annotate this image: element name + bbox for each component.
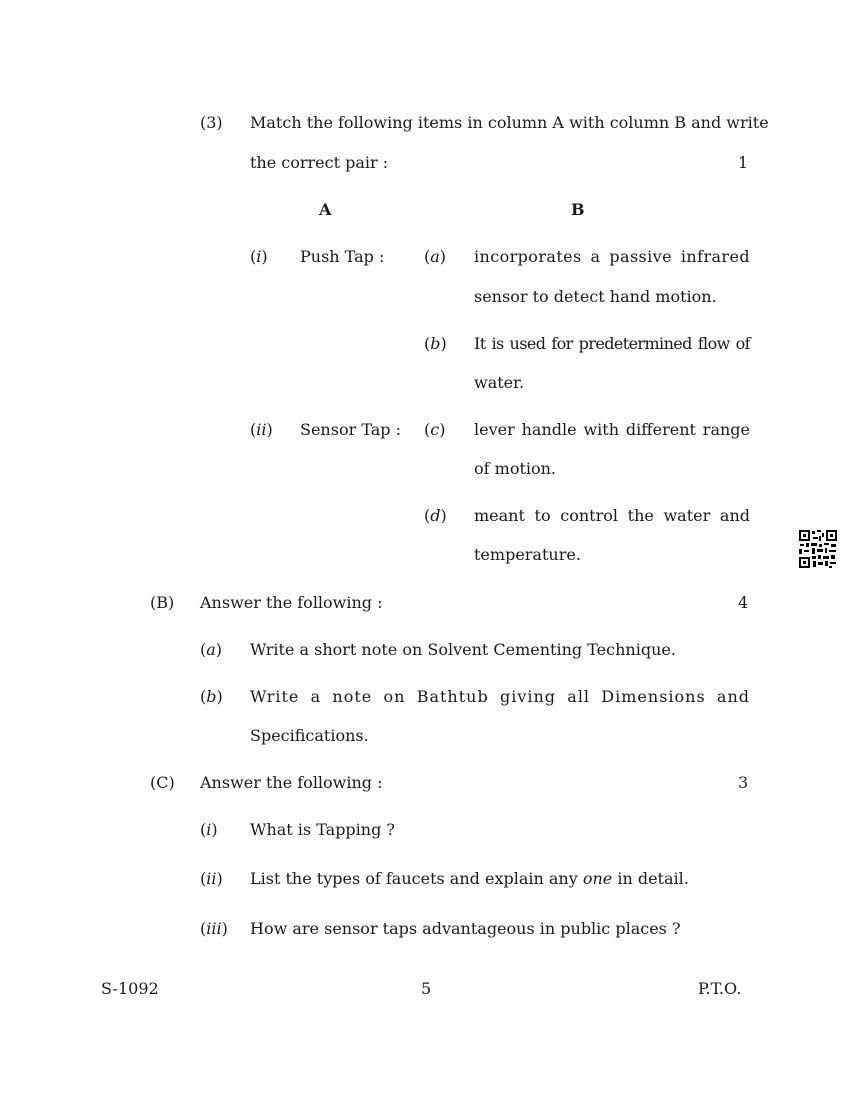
match-option-b: lever handle with different range <box>474 420 750 439</box>
match-option-letter: (b) <box>424 334 447 353</box>
match-item-number: (i) <box>250 247 268 266</box>
match-option-letter: (a) <box>424 247 447 266</box>
emphasis: one <box>582 869 613 888</box>
match-option-b-cont: of motion. <box>474 459 557 478</box>
match-item-number: (ii) <box>250 420 273 439</box>
match-option-b-cont: temperature. <box>474 545 581 564</box>
match-option-b: meant to control the water and <box>474 506 750 525</box>
section-title: Answer the following : <box>200 773 383 792</box>
sub-question-text-cont: Specifications. <box>250 726 369 745</box>
sub-question-text: Write a short note on Solvent Cementing Technique. <box>250 640 676 659</box>
column-b-heading: B <box>571 200 585 219</box>
section-title: Answer the following : <box>200 593 383 612</box>
sub-question-number: (ii) <box>200 869 223 888</box>
sub-question-number: (i) <box>200 820 218 839</box>
qr-code-icon <box>798 529 838 569</box>
question-number: (3) <box>200 113 223 132</box>
sub-question-text: How are sensor taps advantageous in public places ? <box>250 919 681 938</box>
paper-code: S-1092 <box>101 979 159 998</box>
sub-question-letter: (a) <box>200 640 223 659</box>
match-option-letter: (c) <box>424 420 446 439</box>
marks: 3 <box>738 773 749 792</box>
match-item-a: Push Tap : <box>300 247 385 266</box>
marks: 1 <box>738 153 749 172</box>
sub-question-letter: (b) <box>200 687 223 706</box>
match-option-b-cont: water. <box>474 373 525 392</box>
match-option-letter: (d) <box>424 506 447 525</box>
sub-question-text: What is Tapping ? <box>250 820 395 839</box>
section-label: (C) <box>150 773 175 792</box>
marks: 4 <box>738 593 749 612</box>
question-text-cont: the correct pair : <box>250 153 389 172</box>
section-label: (B) <box>150 593 175 612</box>
column-a-heading: A <box>319 200 332 219</box>
match-item-a: Sensor Tap : <box>300 420 401 439</box>
match-option-b-cont: sensor to detect hand motion. <box>474 287 717 306</box>
question-text: Match the following items in column A with column B and write <box>250 113 769 132</box>
match-option-b: It is used for predetermined flow of <box>474 334 750 353</box>
please-turn-over: P.T.O. <box>698 979 742 998</box>
sub-question-text: List the types of faucets and explain any one in detail. <box>250 869 689 888</box>
sub-question-text: Write a note on Bathtub giving all Dimensions and <box>250 687 750 706</box>
match-option-b: incorporates a passive infrared <box>474 247 750 266</box>
page-number: 5 <box>421 979 432 998</box>
sub-question-number: (iii) <box>200 919 228 938</box>
